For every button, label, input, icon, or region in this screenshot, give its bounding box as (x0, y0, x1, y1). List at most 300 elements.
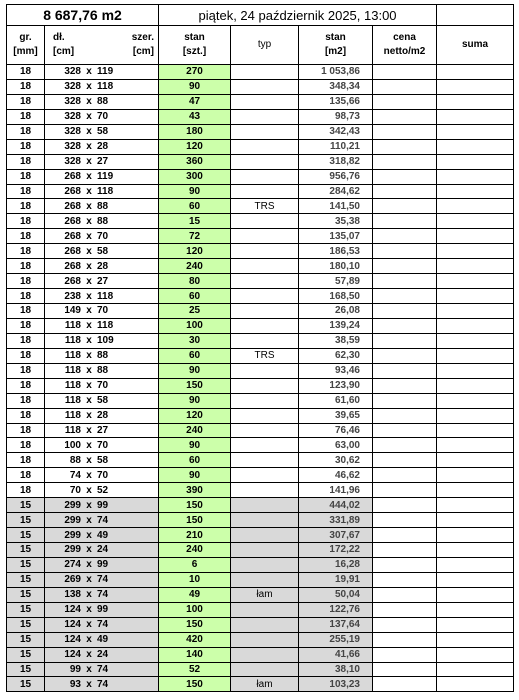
table-row (7, 333, 514, 348)
cell-x-separator: x (86, 350, 92, 362)
cell-length: 299 (64, 529, 81, 541)
table-row (7, 229, 514, 244)
cell-suma (437, 259, 514, 274)
cell-cena[interactable] (373, 289, 437, 304)
cell-cena[interactable] (373, 229, 437, 244)
cell-length: 268 (64, 215, 81, 227)
cell-suma (437, 528, 514, 543)
cell-m2: 19,91 (299, 572, 373, 587)
cell-suma (437, 169, 514, 184)
cell-gr: 15 (7, 528, 45, 543)
cell-length: 74 (69, 469, 81, 481)
cell-suma (437, 199, 514, 214)
cell-gr: 18 (7, 289, 45, 304)
table-row (7, 304, 514, 319)
cell-dimensions (45, 408, 159, 423)
table-row (7, 348, 514, 363)
cell-m2: 141,96 (299, 483, 373, 498)
cell-gr: 18 (7, 483, 45, 498)
cell-length: 138 (64, 589, 81, 601)
cell-dimensions (45, 498, 159, 513)
cell-cena[interactable] (373, 333, 437, 348)
cell-cena[interactable] (373, 214, 437, 229)
cell-m2: 76,46 (299, 423, 373, 438)
cell-length: 149 (64, 305, 81, 317)
table-row (7, 587, 514, 602)
table-row (7, 94, 514, 109)
cell-m2: 342,43 (299, 124, 373, 139)
cell-width: 88 (97, 200, 109, 212)
table-row (7, 289, 514, 304)
cell-x-separator: x (86, 619, 92, 631)
cell-dimensions (45, 483, 159, 498)
cell-suma (437, 333, 514, 348)
cell-m2: 110,21 (299, 139, 373, 154)
cell-length: 124 (64, 649, 81, 661)
cell-dimensions (45, 214, 159, 229)
cell-cena[interactable] (373, 199, 437, 214)
cell-gr: 18 (7, 94, 45, 109)
cell-length: 124 (64, 634, 81, 646)
cell-dimensions (45, 348, 159, 363)
cell-stan: 140 (159, 647, 231, 662)
cell-suma (437, 498, 514, 513)
cell-cena[interactable] (373, 393, 437, 408)
cell-suma (437, 393, 514, 408)
cell-dimensions (45, 572, 159, 587)
cell-width: 99 (97, 559, 109, 571)
table-row (7, 557, 514, 572)
cell-length: 124 (64, 604, 81, 616)
cell-dimensions (45, 259, 159, 274)
cell-suma (437, 677, 514, 692)
cell-cena[interactable] (373, 662, 437, 677)
cell-m2: 956,76 (299, 169, 373, 184)
cell-typ (231, 647, 299, 662)
cell-x-separator: x (86, 215, 92, 227)
cell-suma (437, 154, 514, 169)
cell-width: 28 (97, 260, 109, 272)
cell-stan: 72 (159, 229, 231, 244)
header-typ: typ (231, 26, 299, 65)
cell-gr: 18 (7, 65, 45, 80)
cell-stan: 270 (159, 65, 231, 80)
cell-gr: 18 (7, 333, 45, 348)
cell-typ (231, 154, 299, 169)
cell-suma (437, 632, 514, 647)
cell-stan: 100 (159, 602, 231, 617)
cell-cena[interactable] (373, 438, 437, 453)
cell-gr: 15 (7, 617, 45, 632)
table-row (7, 124, 514, 139)
cell-x-separator: x (86, 529, 92, 541)
table-row (7, 393, 514, 408)
cell-x-separator: x (86, 156, 92, 168)
cell-x-separator: x (86, 290, 92, 302)
cell-x-separator: x (86, 634, 92, 646)
cell-cena[interactable] (373, 513, 437, 528)
cell-length: 328 (64, 126, 81, 138)
cell-m2: 50,04 (299, 587, 373, 602)
table-row (7, 468, 514, 483)
cell-cena[interactable] (373, 557, 437, 572)
cell-m2: 62,30 (299, 348, 373, 363)
cell-m2: 122,76 (299, 602, 373, 617)
cell-stan: 120 (159, 139, 231, 154)
cell-cena[interactable] (373, 587, 437, 602)
cell-width: 28 (97, 410, 109, 422)
cell-stan: 150 (159, 677, 231, 692)
cell-suma (437, 214, 514, 229)
table-row (7, 318, 514, 333)
cell-x-separator: x (86, 141, 92, 153)
report-date: piątek, 24 październik 2025, 13:00 (159, 5, 437, 26)
table-row (7, 79, 514, 94)
cell-length: 118 (64, 410, 81, 422)
cell-cena[interactable] (373, 65, 437, 80)
cell-suma (437, 483, 514, 498)
cell-m2: 38,59 (299, 333, 373, 348)
cell-x-separator: x (86, 454, 92, 466)
cell-dimensions (45, 244, 159, 259)
cell-typ (231, 483, 299, 498)
cell-m2: 61,60 (299, 393, 373, 408)
cell-dimensions (45, 333, 159, 348)
cell-width: 118 (97, 185, 114, 197)
cell-stan: 120 (159, 408, 231, 423)
cell-gr: 18 (7, 423, 45, 438)
cell-suma (437, 184, 514, 199)
cell-dimensions (45, 528, 159, 543)
cell-stan: 90 (159, 438, 231, 453)
cell-typ (231, 617, 299, 632)
cell-x-separator: x (86, 678, 92, 690)
cell-m2: 26,08 (299, 304, 373, 319)
cell-width: 74 (97, 619, 109, 631)
cell-width: 74 (97, 574, 109, 586)
cell-x-separator: x (86, 81, 92, 93)
header-row (7, 26, 514, 65)
cell-m2: 172,22 (299, 543, 373, 558)
cell-cena[interactable] (373, 677, 437, 692)
cell-typ (231, 408, 299, 423)
cell-stan: 100 (159, 318, 231, 333)
cell-cena[interactable] (373, 423, 437, 438)
cell-typ (231, 109, 299, 124)
cell-length: 268 (64, 200, 81, 212)
cell-m2: 46,62 (299, 468, 373, 483)
cell-cena[interactable] (373, 498, 437, 513)
cell-suma (437, 468, 514, 483)
cell-cena[interactable] (373, 572, 437, 587)
cell-gr: 18 (7, 124, 45, 139)
cell-typ (231, 229, 299, 244)
cell-typ (231, 632, 299, 647)
cell-stan: 120 (159, 244, 231, 259)
cell-length: 100 (64, 439, 81, 451)
cell-x-separator: x (86, 260, 92, 272)
cell-width: 118 (97, 81, 114, 93)
cell-cena[interactable] (373, 617, 437, 632)
table-row (7, 602, 514, 617)
table-row (7, 184, 514, 199)
cell-typ (231, 557, 299, 572)
cell-cena[interactable] (373, 602, 437, 617)
cell-m2: 307,67 (299, 528, 373, 543)
table-row (7, 378, 514, 393)
cell-gr: 18 (7, 318, 45, 333)
cell-stan: 43 (159, 109, 231, 124)
cell-cena[interactable] (373, 244, 437, 259)
cell-typ (231, 124, 299, 139)
cell-length: 124 (64, 619, 81, 631)
cell-dimensions (45, 229, 159, 244)
cell-typ (231, 543, 299, 558)
cell-dimensions (45, 124, 159, 139)
cell-gr: 15 (7, 662, 45, 677)
table-row (7, 528, 514, 543)
cell-typ (231, 184, 299, 199)
cell-typ (231, 662, 299, 677)
cell-m2: 139,24 (299, 318, 373, 333)
cell-cena[interactable] (373, 304, 437, 319)
cell-stan: 49 (159, 587, 231, 602)
cell-suma (437, 647, 514, 662)
cell-cena[interactable] (373, 79, 437, 94)
cell-cena[interactable] (373, 378, 437, 393)
cell-typ (231, 602, 299, 617)
cell-cena[interactable] (373, 453, 437, 468)
cell-m2: 135,07 (299, 229, 373, 244)
cell-typ (231, 79, 299, 94)
cell-gr: 15 (7, 557, 45, 572)
cell-cena[interactable] (373, 528, 437, 543)
cell-width: 70 (97, 111, 109, 123)
cell-suma (437, 65, 514, 80)
cell-dimensions (45, 617, 159, 632)
cell-typ (231, 393, 299, 408)
cell-suma (437, 602, 514, 617)
cell-stan: 240 (159, 423, 231, 438)
cell-stan: 60 (159, 199, 231, 214)
cell-typ (231, 513, 299, 528)
cell-dimensions (45, 139, 159, 154)
cell-gr: 15 (7, 587, 45, 602)
cell-cena[interactable] (373, 109, 437, 124)
cell-gr: 15 (7, 572, 45, 587)
cell-suma (437, 423, 514, 438)
cell-dimensions (45, 557, 159, 572)
cell-typ: łam (231, 587, 299, 602)
cell-gr: 18 (7, 229, 45, 244)
cell-typ: TRS (231, 199, 299, 214)
cell-width: 99 (97, 499, 109, 511)
cell-suma (437, 513, 514, 528)
cell-m2: 41,66 (299, 647, 373, 662)
cell-x-separator: x (86, 395, 92, 407)
cell-stan: 90 (159, 393, 231, 408)
cell-length: 118 (64, 424, 81, 436)
cell-length: 238 (64, 290, 81, 302)
cell-typ (231, 363, 299, 378)
cell-m2: 186,53 (299, 244, 373, 259)
cell-x-separator: x (86, 111, 92, 123)
cell-x-separator: x (86, 335, 92, 347)
cell-suma (437, 304, 514, 319)
cell-width: 28 (97, 141, 109, 153)
table-row (7, 647, 514, 662)
cell-suma (437, 139, 514, 154)
cell-gr: 18 (7, 109, 45, 124)
cell-suma (437, 318, 514, 333)
cell-x-separator: x (86, 649, 92, 661)
cell-cena[interactable] (373, 363, 437, 378)
cell-m2: 348,34 (299, 79, 373, 94)
cell-gr: 18 (7, 214, 45, 229)
total-area: 8 687,76 m2 (7, 5, 159, 26)
cell-cena[interactable] (373, 408, 437, 423)
cell-stan: 25 (159, 304, 231, 319)
cell-gr: 18 (7, 199, 45, 214)
cell-width: 52 (97, 484, 109, 496)
cell-dimensions (45, 79, 159, 94)
cell-typ (231, 423, 299, 438)
cell-x-separator: x (86, 424, 92, 436)
cell-x-separator: x (86, 66, 92, 78)
cell-suma (437, 363, 514, 378)
cell-x-separator: x (86, 663, 92, 675)
cell-typ (231, 289, 299, 304)
cell-m2: 1 053,86 (299, 65, 373, 80)
cell-width: 70 (97, 469, 109, 481)
cell-typ (231, 468, 299, 483)
cell-stan: 240 (159, 259, 231, 274)
cell-stan: 52 (159, 662, 231, 677)
table-row (7, 408, 514, 423)
cell-stan: 90 (159, 184, 231, 199)
cell-cena[interactable] (373, 124, 437, 139)
cell-suma (437, 438, 514, 453)
table-row (7, 617, 514, 632)
cell-length: 268 (64, 171, 81, 183)
cell-dimensions (45, 378, 159, 393)
cell-dimensions (45, 199, 159, 214)
cell-width: 58 (97, 395, 109, 407)
cell-suma (437, 617, 514, 632)
cell-x-separator: x (86, 171, 92, 183)
cell-cena[interactable] (373, 348, 437, 363)
cell-typ (231, 304, 299, 319)
cell-cena[interactable] (373, 259, 437, 274)
cell-suma (437, 543, 514, 558)
cell-stan: 80 (159, 274, 231, 289)
cell-m2: 123,90 (299, 378, 373, 393)
cell-gr: 18 (7, 348, 45, 363)
cell-m2: 180,10 (299, 259, 373, 274)
cell-gr: 18 (7, 453, 45, 468)
cell-x-separator: x (86, 200, 92, 212)
cell-m2: 39,65 (299, 408, 373, 423)
cell-dimensions (45, 453, 159, 468)
cell-x-separator: x (86, 305, 92, 317)
cell-cena[interactable] (373, 468, 437, 483)
stock-table (6, 4, 514, 692)
cell-length: 269 (64, 574, 81, 586)
cell-typ (231, 572, 299, 587)
cell-length: 274 (64, 559, 81, 571)
cell-length: 268 (64, 245, 81, 257)
cell-suma (437, 229, 514, 244)
cell-m2: 38,10 (299, 662, 373, 677)
cell-gr: 18 (7, 393, 45, 408)
cell-stan: 420 (159, 632, 231, 647)
cell-typ: TRS (231, 348, 299, 363)
cell-x-separator: x (86, 469, 92, 481)
cell-m2: 331,89 (299, 513, 373, 528)
cell-stan: 90 (159, 363, 231, 378)
cell-cena[interactable] (373, 632, 437, 647)
table-row (7, 154, 514, 169)
cell-x-separator: x (86, 245, 92, 257)
cell-suma (437, 79, 514, 94)
cell-x-separator: x (86, 514, 92, 526)
cell-cena[interactable] (373, 169, 437, 184)
cell-typ (231, 259, 299, 274)
cell-x-separator: x (86, 589, 92, 601)
cell-length: 118 (64, 365, 81, 377)
cell-suma (437, 408, 514, 423)
cell-cena[interactable] (373, 543, 437, 558)
table-row (7, 139, 514, 154)
cell-cena[interactable] (373, 274, 437, 289)
cell-cena[interactable] (373, 483, 437, 498)
cell-width: 118 (97, 320, 114, 332)
cell-cena[interactable] (373, 139, 437, 154)
summary-empty-cell (437, 5, 514, 26)
cell-gr: 18 (7, 408, 45, 423)
cell-m2: 30,62 (299, 453, 373, 468)
cell-length: 299 (64, 544, 81, 556)
cell-cena[interactable] (373, 318, 437, 333)
cell-typ (231, 453, 299, 468)
cell-stan: 150 (159, 513, 231, 528)
cell-width: 24 (97, 649, 109, 661)
header-suma: suma (437, 26, 514, 65)
cell-m2: 255,19 (299, 632, 373, 647)
cell-m2: 63,00 (299, 438, 373, 453)
cell-dimensions (45, 587, 159, 602)
cell-m2: 35,38 (299, 214, 373, 229)
cell-cena[interactable] (373, 647, 437, 662)
cell-width: 49 (97, 634, 109, 646)
cell-gr: 18 (7, 79, 45, 94)
table-row (7, 169, 514, 184)
cell-m2: 103,23 (299, 677, 373, 692)
table-row (7, 677, 514, 692)
cell-stan: 30 (159, 333, 231, 348)
cell-width: 27 (97, 275, 109, 287)
cell-cena[interactable] (373, 94, 437, 109)
cell-m2: 57,89 (299, 274, 373, 289)
cell-gr: 15 (7, 513, 45, 528)
cell-stan: 15 (159, 214, 231, 229)
cell-suma (437, 348, 514, 363)
cell-m2: 135,66 (299, 94, 373, 109)
cell-dimensions (45, 274, 159, 289)
cell-cena[interactable] (373, 184, 437, 199)
cell-cena[interactable] (373, 154, 437, 169)
cell-m2: 141,50 (299, 199, 373, 214)
